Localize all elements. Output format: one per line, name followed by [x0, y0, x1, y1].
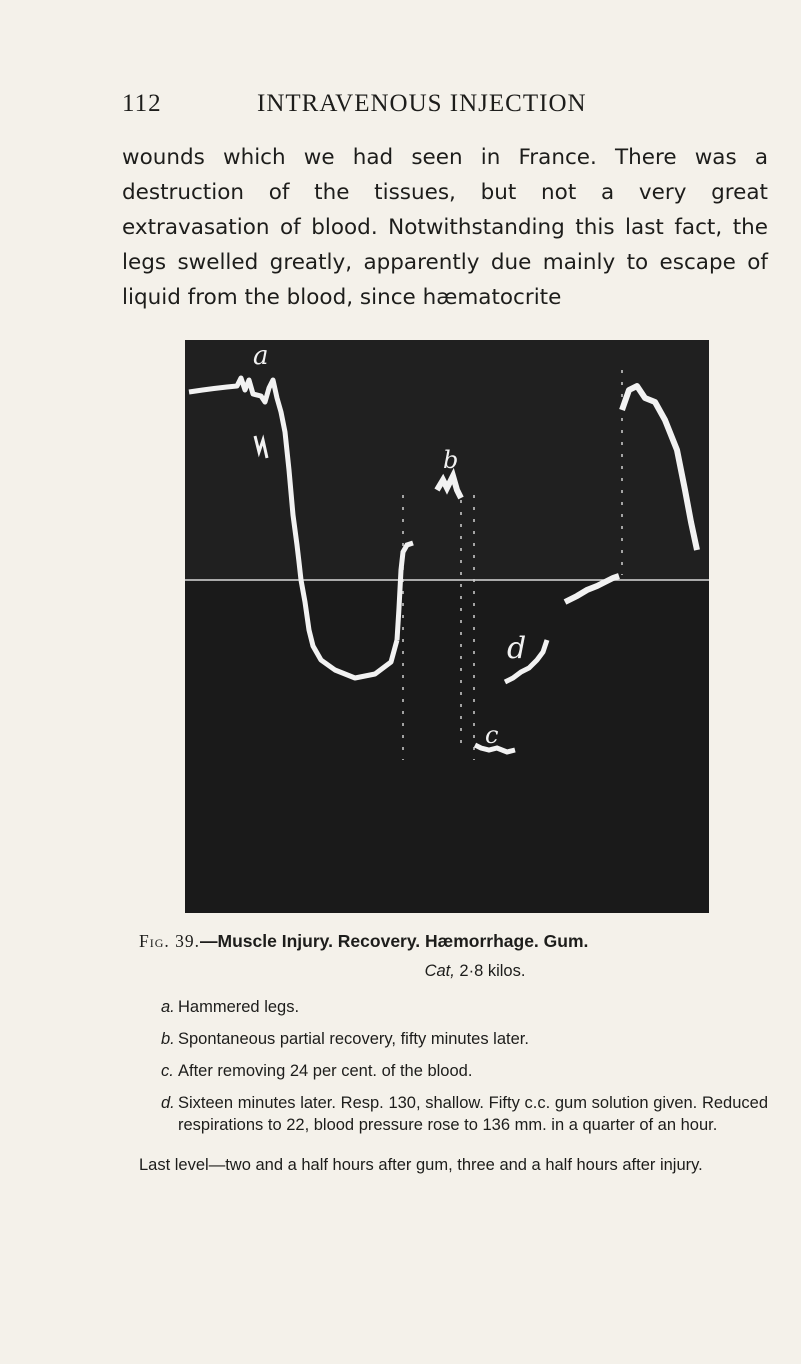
blood-pressure-tracing: [185, 340, 709, 913]
legend-item-c: [161, 1060, 768, 1082]
figure-label-c: c: [485, 721, 499, 749]
legend-text: Spontaneous partial recovery, fifty minutes later.: [178, 1030, 529, 1048]
running-title: INTRAVENOUS INJECTION: [257, 90, 587, 117]
figure-label-b: b: [443, 446, 459, 474]
figure-caption: [122, 930, 768, 1176]
subject-animal: Cat,: [424, 962, 455, 980]
subject-weight: 2·8 kilos.: [454, 962, 526, 980]
legend-key: a.: [161, 998, 175, 1016]
caption-note: Last level—two and a half hours after gum, three and a half hours after injury.: [139, 1156, 703, 1174]
figure-number: Fig. 39.: [139, 931, 201, 951]
legend-key: b.: [161, 1030, 175, 1048]
caption-subject: [122, 960, 768, 982]
legend-text: After removing 24 per cent. of the blood.: [178, 1062, 473, 1080]
body-paragraph: wounds which we had seen in France. There was a destruction of the tissues, but not a very great extravasation of blood. Notwithstanding this last fact, the legs swelled greatly, apparently due mainly to escape of liquid from the blood, since hæmatocrite: [122, 145, 768, 310]
legend-key: c.: [161, 1062, 174, 1080]
figure-heading: —Muscle Injury. Recovery. Hæmorrhage. Gum.: [200, 931, 589, 951]
legend-item-b: [161, 1028, 768, 1050]
legend-text: Hammered legs.: [178, 998, 300, 1016]
caption-title: [139, 930, 768, 952]
page-number: 112: [122, 90, 162, 117]
legend-item-a: [161, 996, 768, 1018]
figure-label-a: a: [253, 341, 269, 371]
legend-text: Sixteen minutes later. Resp. 130, shallow. Fifty c.c. gum solution given. Reduced respirations to 22, blood pressure rose to 136 mm. in a quarter of an hour.: [178, 1094, 768, 1134]
legend-key: d.: [161, 1094, 175, 1112]
page-header: [122, 90, 722, 118]
figure-label-d: d: [507, 631, 527, 666]
legend-item-d: [161, 1092, 768, 1136]
kymograph-figure: [185, 340, 709, 913]
